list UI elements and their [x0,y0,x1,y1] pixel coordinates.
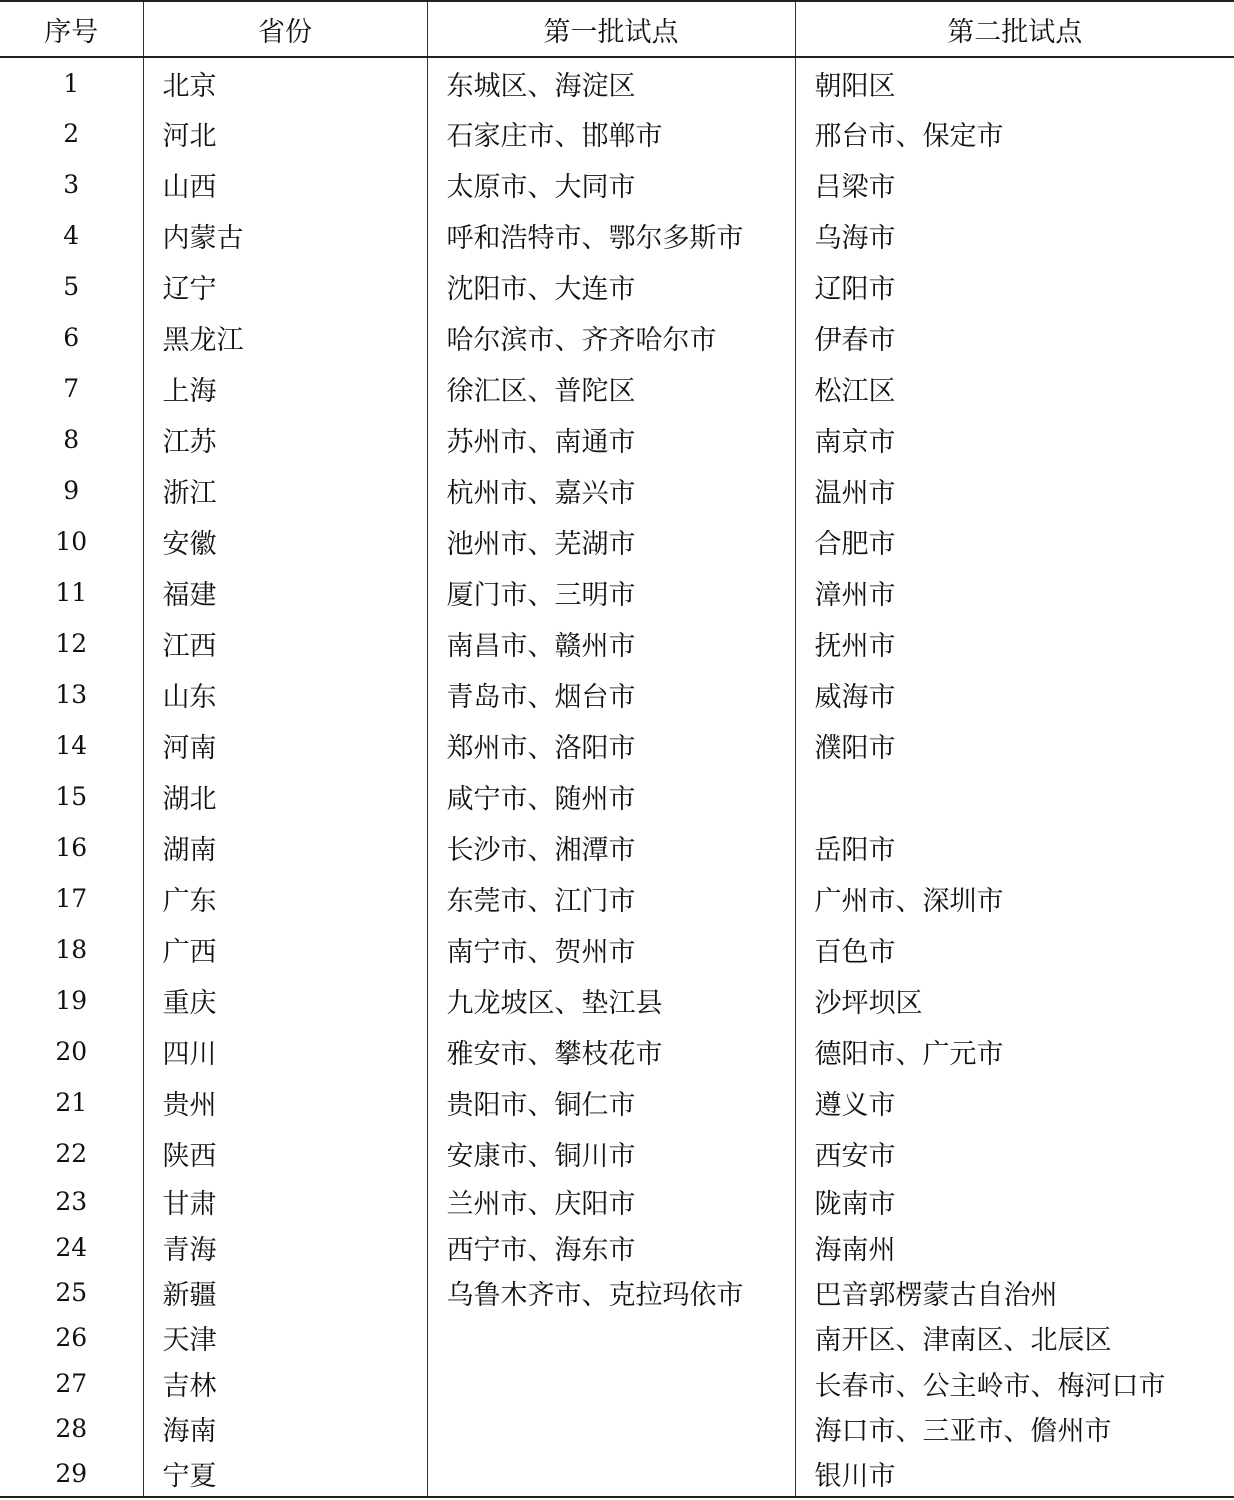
table-row [0,669,1234,720]
province-cell: 四川 [143,1026,427,1077]
province-cell: 海南 [143,1406,427,1451]
province-cell: 山东 [143,669,427,720]
province-cell: 河南 [143,720,427,771]
second-batch-cell: 海南州 [795,1224,1234,1269]
first-batch-cell [427,1315,795,1360]
first-batch-cell [427,1361,795,1406]
serial-number-cell: 2 [63,119,80,148]
first-batch-cell: 杭州市、嘉兴市 [427,465,795,516]
province-cell: 河北 [143,108,427,159]
serial-number-cell: 19 [55,986,88,1015]
table-row [0,1224,1234,1269]
table-row [0,414,1234,465]
first-batch-cell: 池州市、芜湖市 [427,516,795,567]
province-cell: 浙江 [143,465,427,516]
table-header-row [0,1,1234,57]
first-batch-cell: 郑州市、洛阳市 [427,720,795,771]
table-body [0,57,1234,1497]
second-batch-cell: 辽阳市 [795,261,1234,312]
table-row [0,1315,1234,1360]
serial-number-cell: 4 [63,221,80,250]
header-second-batch: 第二批试点 [795,1,1234,57]
second-batch-cell: 巴音郭楞蒙古自治州 [795,1270,1234,1315]
second-batch-cell: 西安市 [795,1128,1234,1179]
table-row [0,210,1234,261]
second-batch-cell: 百色市 [795,924,1234,975]
second-batch-cell: 海口市、三亚市、儋州市 [795,1406,1234,1451]
first-batch-cell: 南宁市、贺州市 [427,924,795,975]
serial-number-cell: 10 [55,527,88,556]
province-cell: 宁夏 [143,1451,427,1496]
table-row [0,1179,1234,1224]
province-cell: 北京 [143,57,427,108]
serial-number-cell: 9 [63,476,80,505]
first-batch-cell: 石家庄市、邯郸市 [427,108,795,159]
province-cell: 湖北 [143,771,427,822]
province-cell: 江苏 [143,414,427,465]
serial-number-cell: 28 [55,1414,88,1444]
second-batch-cell [795,771,1234,822]
serial-number-cell: 5 [63,272,80,301]
table-row [0,1026,1234,1077]
second-batch-cell: 广州市、深圳市 [795,873,1234,924]
serial-number-cell: 1 [63,68,80,98]
second-batch-cell: 漳州市 [795,567,1234,618]
table-row [0,771,1234,822]
second-batch-cell: 威海市 [795,669,1234,720]
table-row [0,261,1234,312]
table-row [0,975,1234,1026]
table-row [0,1128,1234,1179]
first-batch-cell: 乌鲁木齐市、克拉玛依市 [427,1270,795,1315]
first-batch-cell: 贵阳市、铜仁市 [427,1077,795,1128]
province-cell: 吉林 [143,1361,427,1406]
serial-number-cell: 11 [55,578,88,607]
first-batch-cell: 东莞市、江门市 [427,873,795,924]
first-batch-cell: 九龙坡区、垫江县 [427,975,795,1026]
first-batch-cell: 青岛市、烟台市 [427,669,795,720]
first-batch-cell: 厦门市、三明市 [427,567,795,618]
first-batch-cell: 东城区、海淀区 [427,57,795,108]
header-serial-number: 序号 [0,1,143,57]
second-batch-cell: 伊春市 [795,312,1234,363]
province-cell: 山西 [143,159,427,210]
first-batch-cell: 南昌市、赣州市 [427,618,795,669]
serial-number-cell: 6 [63,323,80,352]
province-cell: 天津 [143,1315,427,1360]
first-batch-cell [427,1451,795,1496]
serial-number-cell: 3 [63,170,80,199]
serial-number-cell: 23 [55,1187,88,1217]
serial-number-cell: 8 [63,425,80,454]
second-batch-cell: 岳阳市 [795,822,1234,873]
province-cell: 贵州 [143,1077,427,1128]
second-batch-cell: 吕梁市 [795,159,1234,210]
first-batch-cell: 沈阳市、大连市 [427,261,795,312]
table-row [0,516,1234,567]
table-row [0,1077,1234,1128]
first-batch-cell: 咸宁市、随州市 [427,771,795,822]
province-cell: 重庆 [143,975,427,1026]
province-cell: 新疆 [143,1270,427,1315]
serial-number-cell: 7 [63,374,80,403]
serial-number-cell: 24 [55,1232,88,1262]
second-batch-cell: 沙坪坝区 [795,975,1234,1026]
serial-number-cell: 18 [55,935,88,964]
table-row [0,924,1234,975]
table-row [0,567,1234,618]
header-first-batch: 第一批试点 [427,1,795,57]
province-cell: 福建 [143,567,427,618]
serial-number-cell: 27 [55,1368,88,1398]
serial-number-cell: 16 [55,833,88,862]
serial-number-cell: 12 [55,629,88,658]
first-batch-cell: 长沙市、湘潭市 [427,822,795,873]
second-batch-cell: 合肥市 [795,516,1234,567]
province-cell: 广东 [143,873,427,924]
second-batch-cell: 长春市、公主岭市、梅河口市 [795,1361,1234,1406]
second-batch-cell: 抚州市 [795,618,1234,669]
table-row [0,108,1234,159]
serial-number-cell: 29 [0,1451,143,1496]
province-cell: 广西 [143,924,427,975]
province-cell: 辽宁 [143,261,427,312]
first-batch-cell: 呼和浩特市、鄂尔多斯市 [427,210,795,261]
serial-number-cell: 17 [55,884,88,913]
province-cell: 上海 [143,363,427,414]
first-batch-cell: 兰州市、庆阳市 [427,1179,795,1224]
second-batch-cell: 银川市 [795,1451,1234,1496]
header-province: 省份 [143,1,427,57]
second-batch-cell: 陇南市 [795,1179,1234,1224]
province-cell: 青海 [143,1224,427,1269]
second-batch-cell: 邢台市、保定市 [795,108,1234,159]
province-cell: 黑龙江 [143,312,427,363]
first-batch-cell: 西宁市、海东市 [427,1224,795,1269]
province-cell: 内蒙古 [143,210,427,261]
table-row [0,822,1234,873]
first-batch-cell: 哈尔滨市、齐齐哈尔市 [427,312,795,363]
table-row [0,363,1234,414]
second-batch-cell: 南开区、津南区、北辰区 [795,1315,1234,1360]
table-row [0,159,1234,210]
first-batch-cell [427,1406,795,1451]
serial-number-cell: 13 [55,680,88,709]
first-batch-cell: 徐汇区、普陀区 [427,363,795,414]
second-batch-cell: 濮阳市 [795,720,1234,771]
province-cell: 陕西 [143,1128,427,1179]
table-row [0,312,1234,363]
province-cell: 安徽 [143,516,427,567]
first-batch-cell: 安康市、铜川市 [427,1128,795,1179]
serial-number-cell: 20 [55,1037,88,1066]
table-row [0,465,1234,516]
table-row [0,1406,1234,1451]
province-cell: 甘肃 [143,1179,427,1224]
first-batch-cell: 太原市、大同市 [427,159,795,210]
table-row [0,57,1234,108]
table-row [0,873,1234,924]
second-batch-cell: 南京市 [795,414,1234,465]
second-batch-cell: 朝阳区 [795,57,1234,108]
table-row [0,1451,1234,1496]
second-batch-cell: 德阳市、广元市 [795,1026,1234,1077]
table-row [0,618,1234,669]
second-batch-cell: 乌海市 [795,210,1234,261]
serial-number-cell: 14 [55,731,88,760]
table-row [0,1361,1234,1406]
serial-number-cell: 22 [55,1139,88,1168]
serial-number-cell: 26 [55,1323,88,1353]
second-batch-cell: 温州市 [795,465,1234,516]
table-row [0,720,1234,771]
first-batch-cell: 苏州市、南通市 [427,414,795,465]
serial-number-cell: 15 [55,782,88,811]
serial-number-cell: 21 [55,1088,88,1117]
first-batch-cell: 雅安市、攀枝花市 [427,1026,795,1077]
second-batch-cell: 松江区 [795,363,1234,414]
second-batch-cell: 遵义市 [795,1077,1234,1128]
province-cell: 湖南 [143,822,427,873]
province-cell: 江西 [143,618,427,669]
table-row [0,1270,1234,1315]
serial-number-cell: 25 [55,1277,88,1307]
